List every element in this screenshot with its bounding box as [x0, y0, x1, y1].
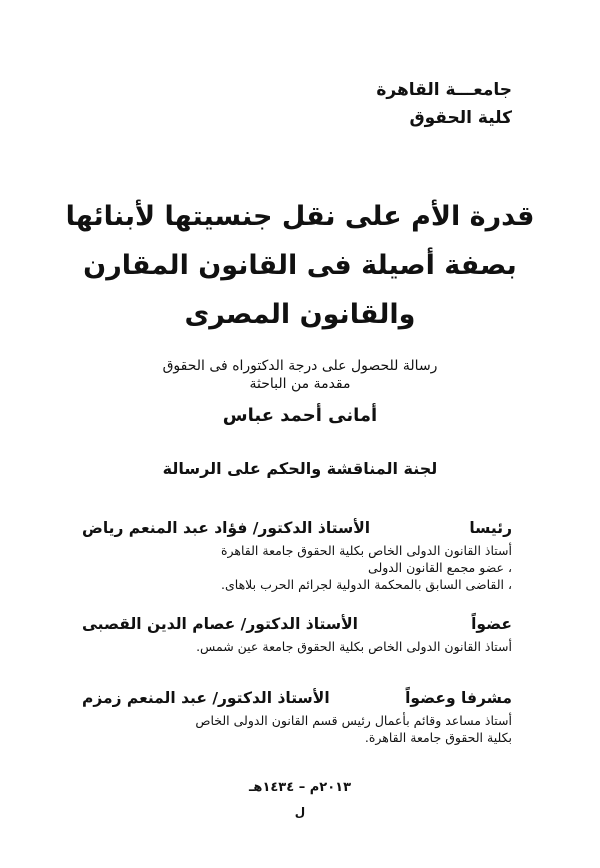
- member-detail: بكلية الحقوق جامعة القاهرة.: [364, 730, 512, 745]
- thesis-subtitle: [40, 357, 560, 393]
- member-detail: أستاذ القانون الدولى الخاص بكلية الحقوق جامعة القاهرة: [220, 543, 512, 558]
- degree-line: رسالة للحصول على درجة الدكتوراه فى الحقوق: [162, 358, 438, 374]
- committee-member-2: [82, 612, 512, 655]
- page-mark: ل: [294, 805, 306, 819]
- member-role: مشرفا وعضواً: [405, 689, 512, 707]
- member-detail: أستاذ القانون الدولى الخاص بكلية الحقوق جامعة عين شمس.: [196, 639, 512, 654]
- member-role: عضواً: [471, 615, 512, 633]
- thesis-title: [40, 192, 560, 339]
- committee-member-3: [82, 686, 512, 746]
- faculty-name: كلية الحقوق: [409, 108, 512, 128]
- member-detail: ، عضو مجمع القانون الدولى: [368, 560, 512, 575]
- university-name: جامعـــة القاهرة: [376, 80, 512, 100]
- member-role: رئيسا: [469, 519, 512, 537]
- presented-by-line: مقدمة من الباحثة: [249, 376, 351, 392]
- thesis-date: ٢٠١٣م – ١٤٣٤هـ: [248, 780, 352, 795]
- member-name: الأستاذ الدكتور/ عبد المنعم زمزم: [82, 689, 330, 707]
- member-name: الأستاذ الدكتور/ فؤاد عبد المنعم رياض: [82, 519, 371, 537]
- author-name: أمانى أحمد عباس: [222, 405, 378, 426]
- member-name: الأستاذ الدكتور/ عصام الدين القصبى: [82, 615, 358, 633]
- institution-header: [376, 76, 512, 132]
- title-line-3: والقانون المصرى: [184, 299, 416, 330]
- committee-member-1: [82, 516, 512, 593]
- member-detail: أستاذ مساعد وقائم بأعمال رئيس قسم القانون الدولى الخاص: [195, 713, 512, 728]
- committee-title: لجنة المناقشة والحكم على الرسالة: [162, 459, 438, 478]
- title-line-2: بصفة أصيلة فى القانون المقارن: [83, 250, 517, 281]
- title-line-1: قدرة الأم على نقل جنسيتها لأبنائها: [65, 201, 535, 232]
- member-detail: ، القاضى السابق بالمحكمة الدولية لجرائم الحرب بلاهاى.: [221, 577, 512, 592]
